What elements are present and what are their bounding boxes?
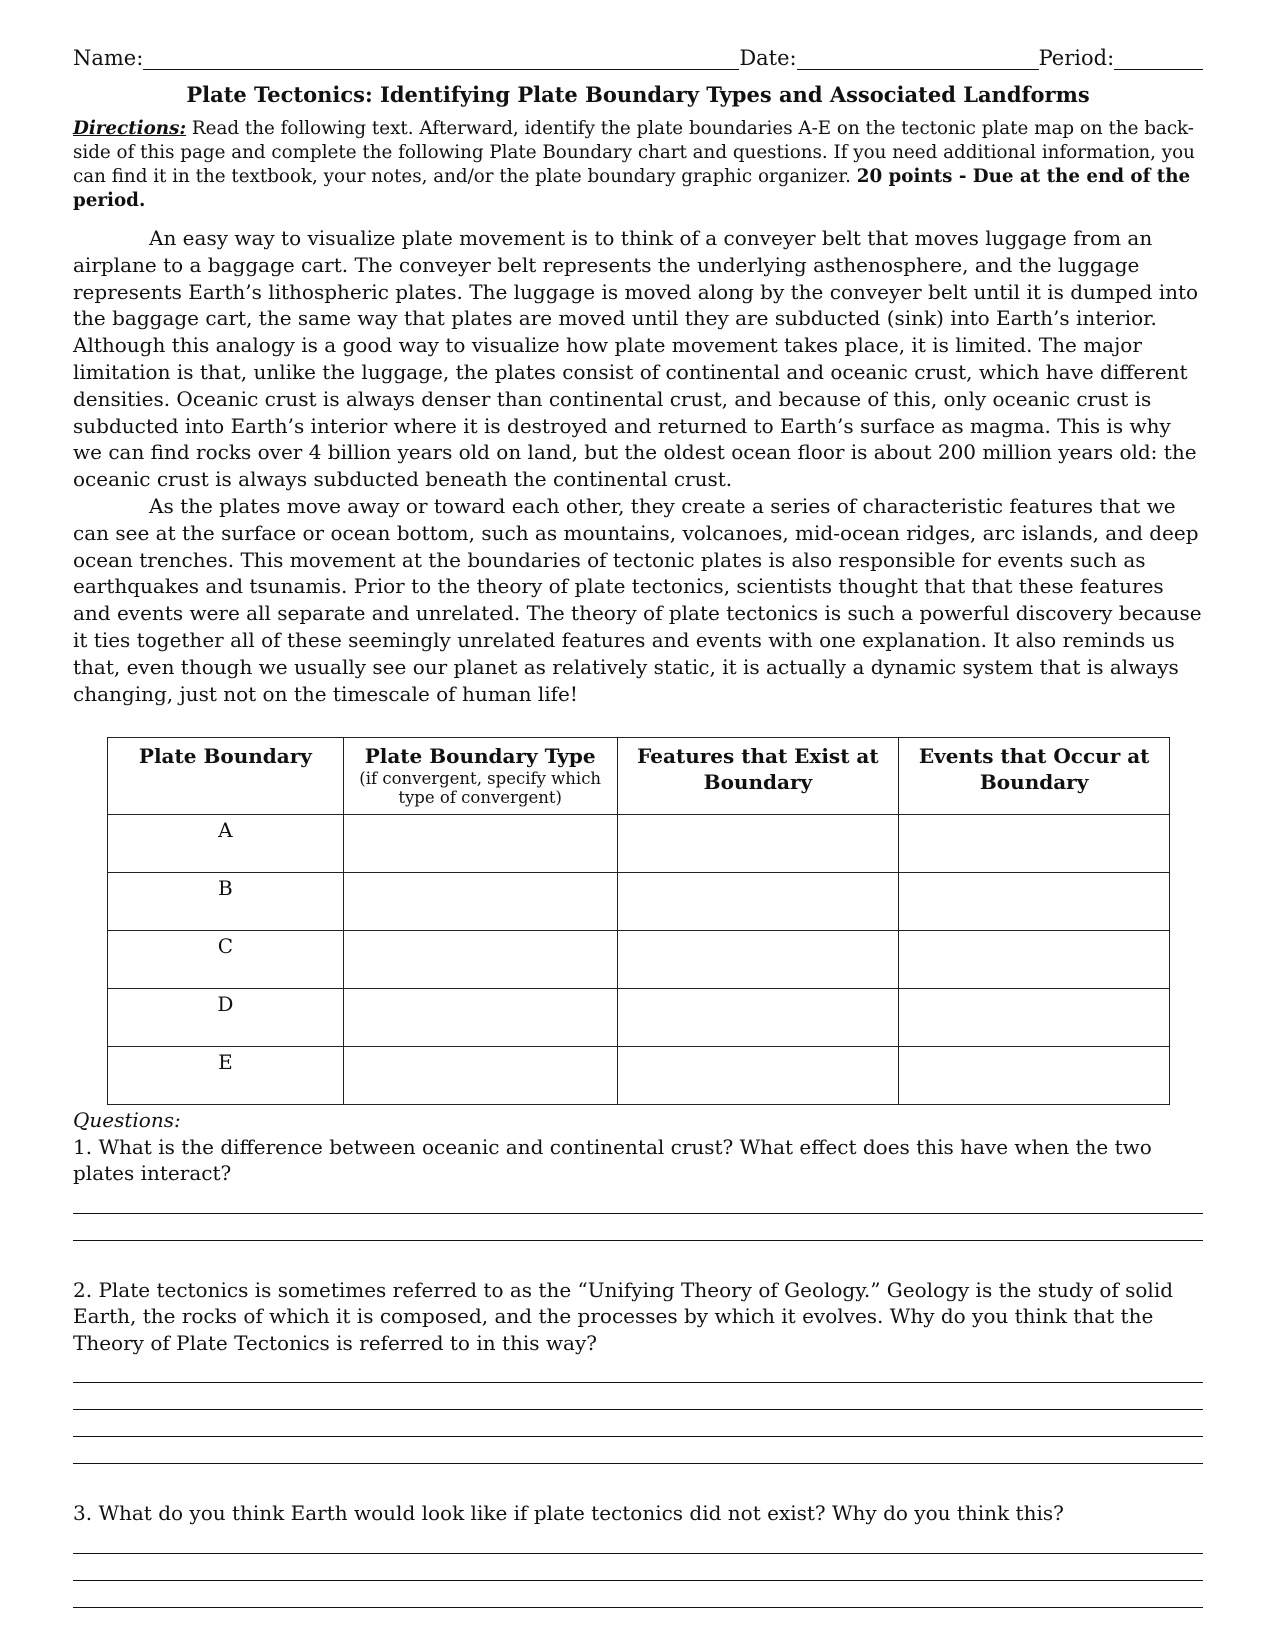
period-label: Period: <box>1038 46 1115 70</box>
answer-line[interactable] <box>73 1356 1203 1383</box>
worksheet-page <box>73 40 1203 1608</box>
events-cell[interactable] <box>899 989 1170 1047</box>
boundary-label: B <box>108 873 344 931</box>
header-boundary-type <box>343 738 617 815</box>
header-features: Features that Exist at Boundary <box>617 738 899 815</box>
paragraph-1: An easy way to visualize plate movement is to think of a conveyer belt that moves luggage from an airplane to a baggage cart. The conveyer belt represents the underlying asthenosphere, and the luggage represents Earth’s lithospheric plates. The luggage is moved along by the conveyer belt until it is dumped into the baggage cart, the same way that plates are moved until they are subducted (sink) into Earth’s interior. Although this analogy is a good way to visualize how plate movement takes place, it is limited. The major limitation is that, unlike the luggage, the plates consist of continental and oceanic crust, which have different densities. Oceanic crust is always denser than continental crust, and because of this, only oceanic crust is subducted into Earth’s interior where it is destroyed and returned to Earth’s surface as magma. This is why we can find rocks over 4 billion years old on land, but the oldest ocean floor is about 200 million years old: the oceanic crust is always subducted beneath the continental crust. <box>73 226 1199 492</box>
answer-line[interactable] <box>73 1410 1203 1437</box>
date-label: Date: <box>739 46 797 70</box>
answer-line[interactable] <box>73 1437 1203 1464</box>
table-row <box>108 1047 1170 1105</box>
events-cell[interactable] <box>899 815 1170 873</box>
question-2: 2. Plate tectonics is sometimes referred to as the “Unifying Theory of Geology.” Geology is the study of solid Earth, the rocks of which it is composed, and the processes by which it evolves. Why do you think that the Theory of Plate Tectonics is referred to in this way? <box>73 1277 1174 1355</box>
events-cell[interactable] <box>899 1047 1170 1105</box>
header-fields <box>73 40 1203 70</box>
date-field[interactable] <box>797 47 1039 70</box>
features-cell[interactable] <box>617 815 899 873</box>
boundary-label: D <box>108 989 344 1047</box>
header-boundary-type-note: (if convergent, specify which type of convergent) <box>359 769 602 808</box>
plate-boundary-chart <box>107 737 1170 1105</box>
spacer <box>73 1241 1203 1277</box>
boundary-label: E <box>108 1047 344 1105</box>
answer-line[interactable] <box>73 1214 1203 1241</box>
worksheet-title: Plate Tectonics: Identifying Plate Boundary Types and Associated Landforms <box>186 82 1090 107</box>
header-events: Events that Occur at Boundary <box>899 738 1170 815</box>
directions-label: Directions: <box>73 118 187 139</box>
answer-line[interactable] <box>73 1581 1203 1608</box>
boundary-type-cell[interactable] <box>343 989 617 1047</box>
answer-line[interactable] <box>73 1527 1203 1554</box>
table-row <box>108 873 1170 931</box>
boundary-type-cell[interactable] <box>343 931 617 989</box>
questions-label: Questions: <box>73 1108 181 1133</box>
question-3: 3. What do you think Earth would look like if plate tectonics did not exist? Why do you think this? <box>73 1501 1064 1526</box>
features-cell[interactable] <box>617 989 899 1047</box>
table-row <box>108 815 1170 873</box>
period-field[interactable] <box>1114 47 1203 70</box>
points-note: 20 points - Due at the end of the period. <box>73 166 1191 211</box>
events-cell[interactable] <box>899 931 1170 989</box>
features-cell[interactable] <box>617 873 899 931</box>
boundary-type-cell[interactable] <box>343 815 617 873</box>
table-row <box>108 989 1170 1047</box>
question-1: 1. What is the difference between oceanic and continental crust? What effect does this have when the two plates interact? <box>73 1134 1152 1186</box>
boundary-label: A <box>108 815 344 873</box>
directions-text: Read the following text. Afterward, identify the plate boundaries A-E on the tectonic plate map on the back-side of this page and complete the following Plate Boundary chart and questions. If you need additional information, you can find it in the textbook, your notes, and/or the plate boundary graphic organizer. <box>73 118 1195 187</box>
questions-section <box>73 1107 1203 1608</box>
table-row <box>108 931 1170 989</box>
boundary-label: C <box>108 931 344 989</box>
spacer <box>73 1464 1203 1500</box>
features-cell[interactable] <box>617 931 899 989</box>
answer-line[interactable] <box>73 1554 1203 1581</box>
chart-header-row <box>108 738 1170 815</box>
header-plate-boundary: Plate Boundary <box>108 738 344 815</box>
name-label: Name: <box>73 46 144 70</box>
features-cell[interactable] <box>617 1047 899 1105</box>
header-boundary-type-label: Plate Boundary Type <box>364 744 596 769</box>
paragraph-2: As the plates move away or toward each other, they create a series of characteristic features that we can see at the surface or ocean bottom, such as mountains, volcanoes, mid-ocean ridges, arc islands, and deep ocean trenches. This movement at the boundaries of tectonic plates is also responsible for events such as earthquakes and tsunamis. Prior to the theory of plate tectonics, scientists thought that that these features and events were all separate and unrelated. The theory of plate tectonics is such a powerful discovery because it ties together all of these seemingly unrelated features and events with one explanation. It also reminds us that, even though we usually see our planet as relatively static, it is actually a dynamic system that is always changing, just not on the timescale of human life! <box>73 493 1202 706</box>
events-cell[interactable] <box>899 873 1170 931</box>
reading-passage <box>73 225 1203 707</box>
boundary-type-cell[interactable] <box>343 873 617 931</box>
name-field[interactable] <box>143 47 739 70</box>
directions <box>73 117 1203 213</box>
answer-line[interactable] <box>73 1383 1203 1410</box>
boundary-type-cell[interactable] <box>343 1047 617 1105</box>
answer-line[interactable] <box>73 1187 1203 1214</box>
